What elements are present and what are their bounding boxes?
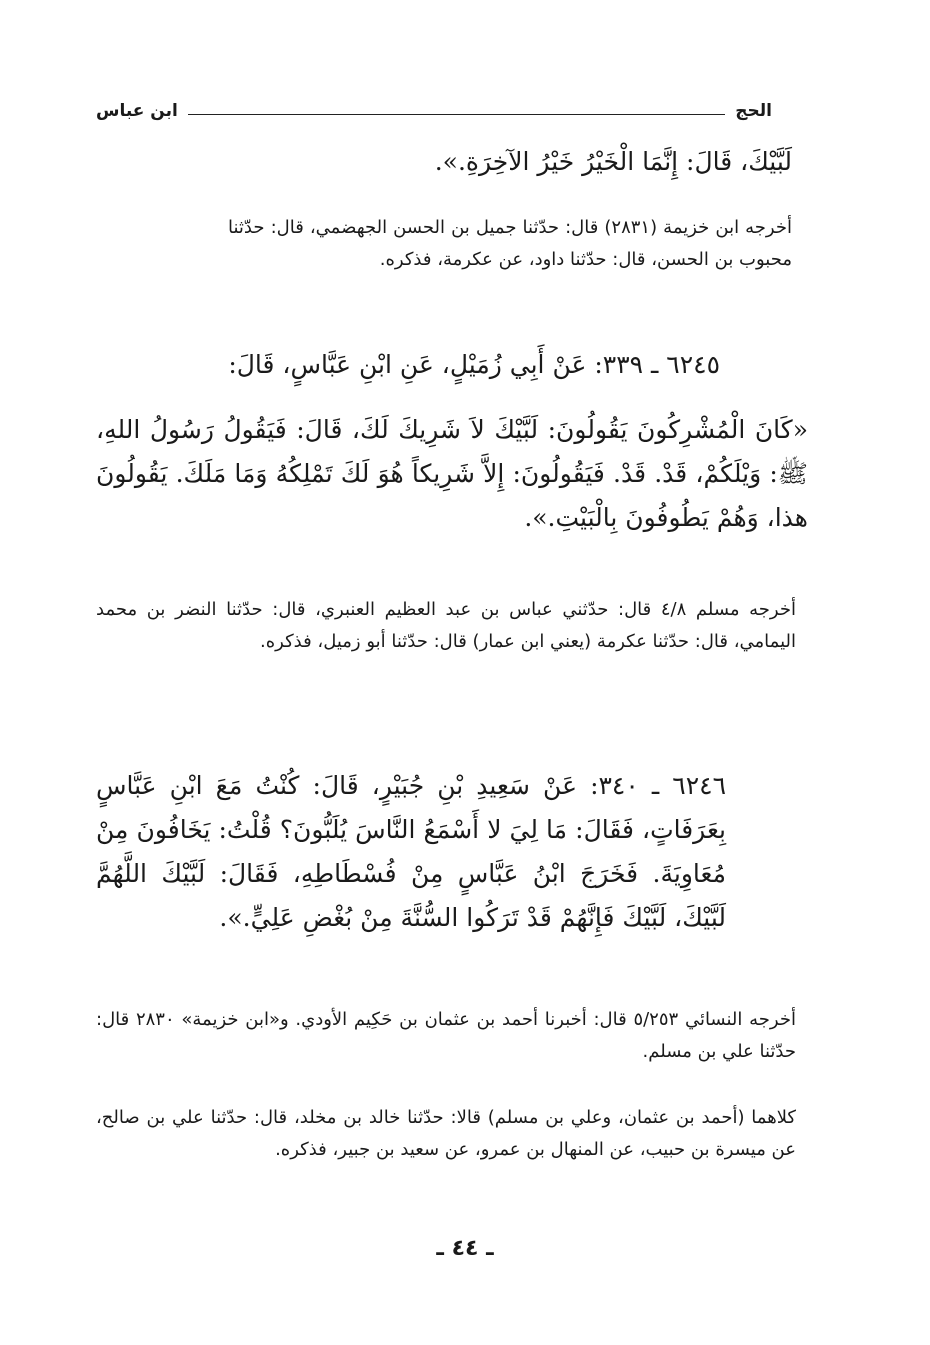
running-header — [96, 96, 772, 126]
hadith-heading-6245: ٦٢٤٥ ـ ٣٣٩: عَنْ أَبِي زُمَيْلٍ، عَنِ ابْنِ عَبَّاسٍ، قَالَ: — [228, 350, 720, 379]
header-chapter: الحج — [735, 101, 772, 121]
takhrij-paragraph: أخرجه مسلم ٤/٨ قال: حدّثني عباس بن عبد العظيم العنبري، قال: حدّثنا النضر بن محمد اليمامي، قال: حدّثنا عكرمة (يعني ابن عمار) قال: حدّثنا أبو زميل، فذكره. — [96, 599, 796, 652]
hadith-text-6246: ٦٢٤٦ ـ ٣٤٠: عَنْ سَعِيدِ بْنِ جُبَيْرٍ، قَالَ: كُنْتُ مَعَ ابْنِ عَبَّاسٍ بِعَرَفَاتٍ، فَقَالَ: مَا لِيَ لا أَسْمَعُ النَّاسَ يُلَبُّونَ؟ قُلْتُ: يَخَافُونَ مِنْ مُعَاوِيَةَ. فَخَرَجَ ابْنُ عَبَّاسٍ مِنْ فُسْطَاطِهِ، فَقَالَ: لَبَّيْكَ اللَّهُمَّ لَبَّيْكَ، لَبَّيْكَ فَإِنَّهُمْ قَدْ تَرَكُوا السُّنَّةَ مِنْ بُغْضِ عَلِيٍّ.». — [96, 771, 726, 932]
takhrij-paragraph: كلاهما (أحمد بن عثمان، وعلي بن مسلم) قالا: حدّثنا خالد بن مخلد، قال: حدّثنا علي بن صالح، عن ميسرة بن حبيب، عن المنهال بن عمرو، عن سعيد بن جبير، فذكره. — [96, 1107, 796, 1160]
header-section: ابن عباس — [96, 101, 178, 121]
takhrij-paragraph: أخرجه النسائي ٥/٢٥٣ قال: أخبرنا أحمد بن عثمان بن حَكِيم الأودي. و«ابن خزيمة» ٢٨٣٠ قال: حدّثنا علي بن مسلم. — [96, 1009, 796, 1062]
page-number: ـ ٤٤ ـ — [436, 1236, 494, 1261]
hadith-continuation: لَبَّيْكَ، قَالَ: إِنَّمَا الْخَيْرُ خَيْرُ الآخِرَةِ.». — [434, 147, 792, 176]
hadith-text-6245: «كَانَ الْمُشْرِكُونَ يَقُولُونَ: لَبَّيْكَ لاَ شَرِيكَ لَكَ، قَالَ: فَيَقُولُ رَسُولُ اللهِ، ﷺ: وَيْلَكُمْ، قَدْ. قَدْ. فَيَقُولُونَ: إِلاَّ شَرِيكاً هُوَ لَكَ تَمْلِكُهُ وَمَا مَلَكَ. يَقُولُونَ هذا، وَهُمْ يَطُوفُونَ بِالْبَيْتِ.». — [96, 415, 808, 532]
takhrij-paragraph: أخرجه ابن خزيمة (٢٨٣١) قال: حدّثنا جميل بن الحسن الجهضمي، قال: حدّثنا محبوب بن الحسن، قال: حدّثنا داود، عن عكرمة، فذكره. — [228, 217, 792, 270]
header-rule — [188, 114, 725, 115]
